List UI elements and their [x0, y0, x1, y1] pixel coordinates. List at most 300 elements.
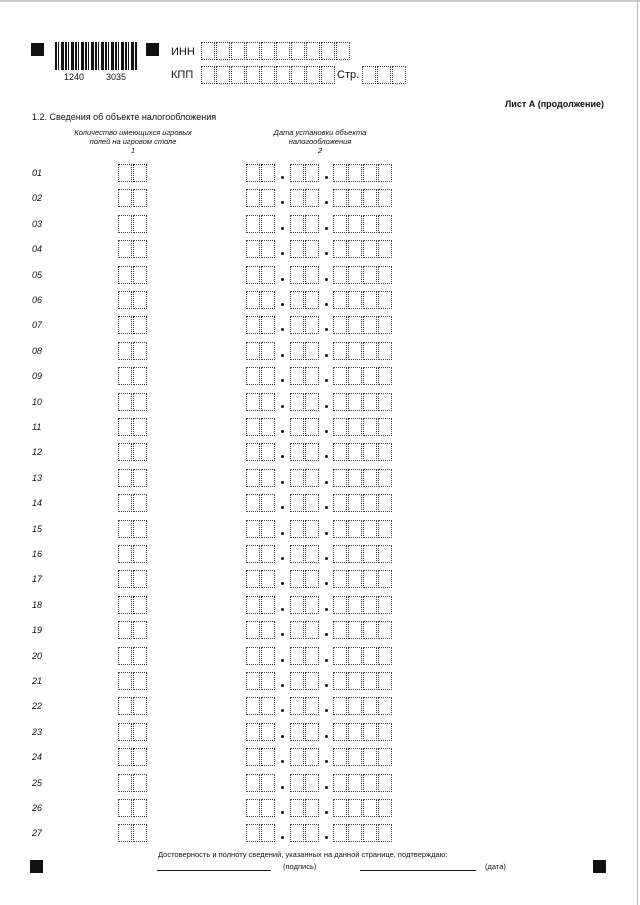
- game-fields-count[interactable]: [118, 672, 148, 690]
- install-date-year-cell[interactable]: [333, 570, 347, 588]
- install-date-year-cell[interactable]: [333, 520, 347, 538]
- install-date-year-cell[interactable]: [348, 748, 362, 766]
- install-date-month[interactable]: [290, 494, 320, 512]
- game-fields-count-cell[interactable]: [118, 164, 132, 182]
- install-date-year-cell[interactable]: [348, 545, 362, 563]
- install-date-month-cell[interactable]: [305, 164, 319, 182]
- install-date-month-cell[interactable]: [290, 824, 304, 842]
- install-date-year-cell[interactable]: [348, 520, 362, 538]
- install-date-year-cell[interactable]: [378, 520, 392, 538]
- install-date-month[interactable]: [290, 697, 320, 715]
- install-date-day-cell[interactable]: [246, 469, 260, 487]
- install-date-day-cell[interactable]: [246, 647, 260, 665]
- install-date-year-cell[interactable]: [348, 799, 362, 817]
- install-date-year-cell[interactable]: [348, 189, 362, 207]
- kpp-cell[interactable]: [306, 66, 320, 84]
- install-date-year-cell[interactable]: [378, 494, 392, 512]
- game-fields-count-cell[interactable]: [133, 774, 147, 792]
- install-date-year[interactable]: [333, 418, 393, 436]
- install-date-month-cell[interactable]: [305, 545, 319, 563]
- game-fields-count-cell[interactable]: [118, 240, 132, 258]
- game-fields-count-cell[interactable]: [118, 342, 132, 360]
- install-date-year-cell[interactable]: [333, 469, 347, 487]
- install-date-day[interactable]: [246, 520, 276, 538]
- install-date-day-cell[interactable]: [261, 596, 275, 614]
- game-fields-count-cell[interactable]: [118, 697, 132, 715]
- install-date-month-cell[interactable]: [305, 494, 319, 512]
- install-date-month[interactable]: [290, 748, 320, 766]
- game-fields-count-cell[interactable]: [133, 367, 147, 385]
- install-date-month-cell[interactable]: [305, 824, 319, 842]
- inn-cell[interactable]: [216, 42, 230, 60]
- date-line[interactable]: [360, 870, 476, 871]
- install-date-day-cell[interactable]: [246, 393, 260, 411]
- install-date-day-cell[interactable]: [246, 367, 260, 385]
- kpp-cell[interactable]: [231, 66, 245, 84]
- install-date-year-cell[interactable]: [348, 443, 362, 461]
- kpp-cell[interactable]: [261, 66, 275, 84]
- game-fields-count-cell[interactable]: [133, 189, 147, 207]
- install-date-year-cell[interactable]: [363, 443, 377, 461]
- install-date-year-cell[interactable]: [363, 774, 377, 792]
- install-date-year[interactable]: [333, 570, 393, 588]
- game-fields-count-cell[interactable]: [118, 469, 132, 487]
- install-date-year-cell[interactable]: [348, 316, 362, 334]
- install-date-year-cell[interactable]: [363, 393, 377, 411]
- install-date-month-cell[interactable]: [290, 672, 304, 690]
- install-date-year-cell[interactable]: [378, 672, 392, 690]
- install-date-year-cell[interactable]: [348, 240, 362, 258]
- install-date-year-cell[interactable]: [348, 291, 362, 309]
- install-date-year[interactable]: [333, 367, 393, 385]
- install-date-day-cell[interactable]: [261, 240, 275, 258]
- install-date-month-cell[interactable]: [305, 443, 319, 461]
- game-fields-count[interactable]: [118, 621, 148, 639]
- install-date-day-cell[interactable]: [261, 647, 275, 665]
- install-date-year-cell[interactable]: [378, 266, 392, 284]
- install-date-year-cell[interactable]: [378, 367, 392, 385]
- game-fields-count-cell[interactable]: [133, 545, 147, 563]
- install-date-year-cell[interactable]: [363, 266, 377, 284]
- game-fields-count-cell[interactable]: [118, 520, 132, 538]
- install-date-year-cell[interactable]: [363, 799, 377, 817]
- kpp-cell[interactable]: [216, 66, 230, 84]
- install-date-year-cell[interactable]: [363, 291, 377, 309]
- install-date-month[interactable]: [290, 240, 320, 258]
- game-fields-count-cell[interactable]: [133, 596, 147, 614]
- install-date-year-cell[interactable]: [333, 596, 347, 614]
- install-date-day-cell[interactable]: [246, 697, 260, 715]
- install-date-year-cell[interactable]: [378, 469, 392, 487]
- install-date-day-cell[interactable]: [261, 723, 275, 741]
- install-date-year-cell[interactable]: [363, 672, 377, 690]
- install-date-year[interactable]: [333, 215, 393, 233]
- install-date-month-cell[interactable]: [305, 291, 319, 309]
- install-date-month[interactable]: [290, 570, 320, 588]
- install-date-day[interactable]: [246, 494, 276, 512]
- game-fields-count-cell[interactable]: [133, 215, 147, 233]
- install-date-month-cell[interactable]: [305, 596, 319, 614]
- install-date-month[interactable]: [290, 393, 320, 411]
- install-date-year-cell[interactable]: [363, 723, 377, 741]
- install-date-day-cell[interactable]: [261, 570, 275, 588]
- install-date-day[interactable]: [246, 316, 276, 334]
- game-fields-count[interactable]: [118, 520, 148, 538]
- install-date-month[interactable]: [290, 647, 320, 665]
- install-date-year-cell[interactable]: [363, 469, 377, 487]
- install-date-year[interactable]: [333, 824, 393, 842]
- install-date-day-cell[interactable]: [246, 215, 260, 233]
- install-date-year[interactable]: [333, 393, 393, 411]
- install-date-month[interactable]: [290, 672, 320, 690]
- install-date-year-cell[interactable]: [348, 342, 362, 360]
- install-date-month[interactable]: [290, 520, 320, 538]
- install-date-day[interactable]: [246, 570, 276, 588]
- install-date-month-cell[interactable]: [305, 418, 319, 436]
- install-date-month-cell[interactable]: [290, 774, 304, 792]
- game-fields-count[interactable]: [118, 189, 148, 207]
- install-date-year-cell[interactable]: [333, 418, 347, 436]
- install-date-day-cell[interactable]: [246, 545, 260, 563]
- inn-cell[interactable]: [276, 42, 290, 60]
- install-date-year-cell[interactable]: [333, 774, 347, 792]
- install-date-day-cell[interactable]: [261, 697, 275, 715]
- install-date-year-cell[interactable]: [348, 393, 362, 411]
- install-date-day-cell[interactable]: [261, 520, 275, 538]
- game-fields-count-cell[interactable]: [133, 672, 147, 690]
- install-date-day-cell[interactable]: [261, 469, 275, 487]
- install-date-day-cell[interactable]: [261, 393, 275, 411]
- game-fields-count-cell[interactable]: [118, 647, 132, 665]
- install-date-year[interactable]: [333, 291, 393, 309]
- install-date-month-cell[interactable]: [305, 570, 319, 588]
- kpp-cell[interactable]: [321, 66, 335, 84]
- install-date-year-cell[interactable]: [348, 494, 362, 512]
- install-date-year-cell[interactable]: [348, 672, 362, 690]
- game-fields-count-cell[interactable]: [118, 367, 132, 385]
- install-date-year-cell[interactable]: [348, 621, 362, 639]
- game-fields-count-cell[interactable]: [133, 443, 147, 461]
- install-date-year-cell[interactable]: [378, 647, 392, 665]
- game-fields-count-cell[interactable]: [133, 266, 147, 284]
- install-date-year-cell[interactable]: [333, 393, 347, 411]
- game-fields-count[interactable]: [118, 469, 148, 487]
- game-fields-count[interactable]: [118, 266, 148, 284]
- install-date-year[interactable]: [333, 494, 393, 512]
- game-fields-count[interactable]: [118, 367, 148, 385]
- install-date-day-cell[interactable]: [261, 316, 275, 334]
- install-date-day[interactable]: [246, 621, 276, 639]
- install-date-year[interactable]: [333, 164, 393, 182]
- install-date-day-cell[interactable]: [261, 266, 275, 284]
- install-date-day[interactable]: [246, 240, 276, 258]
- install-date-day-cell[interactable]: [246, 774, 260, 792]
- game-fields-count[interactable]: [118, 342, 148, 360]
- install-date-year-cell[interactable]: [378, 621, 392, 639]
- game-fields-count-cell[interactable]: [133, 520, 147, 538]
- install-date-day[interactable]: [246, 215, 276, 233]
- game-fields-count-cell[interactable]: [118, 570, 132, 588]
- install-date-year-cell[interactable]: [363, 570, 377, 588]
- install-date-day[interactable]: [246, 393, 276, 411]
- install-date-month-cell[interactable]: [305, 723, 319, 741]
- install-date-year-cell[interactable]: [348, 647, 362, 665]
- install-date-day[interactable]: [246, 697, 276, 715]
- install-date-year-cell[interactable]: [333, 545, 347, 563]
- install-date-year-cell[interactable]: [363, 647, 377, 665]
- install-date-month-cell[interactable]: [305, 240, 319, 258]
- install-date-day[interactable]: [246, 469, 276, 487]
- game-fields-count[interactable]: [118, 494, 148, 512]
- install-date-day-cell[interactable]: [246, 240, 260, 258]
- game-fields-count[interactable]: [118, 545, 148, 563]
- install-date-year[interactable]: [333, 774, 393, 792]
- install-date-year-cell[interactable]: [378, 443, 392, 461]
- install-date-year-cell[interactable]: [363, 189, 377, 207]
- install-date-month[interactable]: [290, 723, 320, 741]
- install-date-day-cell[interactable]: [261, 748, 275, 766]
- game-fields-count[interactable]: [118, 799, 148, 817]
- install-date-year-cell[interactable]: [378, 240, 392, 258]
- game-fields-count-cell[interactable]: [118, 215, 132, 233]
- install-date-month-cell[interactable]: [305, 469, 319, 487]
- inn-cell[interactable]: [336, 42, 350, 60]
- install-date-year-cell[interactable]: [363, 240, 377, 258]
- game-fields-count-cell[interactable]: [118, 418, 132, 436]
- install-date-day-cell[interactable]: [246, 494, 260, 512]
- install-date-day-cell[interactable]: [261, 774, 275, 792]
- install-date-year-cell[interactable]: [348, 570, 362, 588]
- game-fields-count-cell[interactable]: [133, 621, 147, 639]
- game-fields-count[interactable]: [118, 647, 148, 665]
- install-date-day-cell[interactable]: [246, 291, 260, 309]
- install-date-day[interactable]: [246, 647, 276, 665]
- install-date-month-cell[interactable]: [290, 240, 304, 258]
- game-fields-count-cell[interactable]: [133, 748, 147, 766]
- install-date-day[interactable]: [246, 266, 276, 284]
- install-date-year[interactable]: [333, 316, 393, 334]
- install-date-month-cell[interactable]: [290, 367, 304, 385]
- game-fields-count-cell[interactable]: [133, 469, 147, 487]
- game-fields-count-cell[interactable]: [118, 266, 132, 284]
- install-date-month-cell[interactable]: [305, 367, 319, 385]
- game-fields-count-cell[interactable]: [118, 672, 132, 690]
- install-date-year-cell[interactable]: [378, 824, 392, 842]
- install-date-month[interactable]: [290, 774, 320, 792]
- inn-field[interactable]: [201, 42, 351, 60]
- page-number-field[interactable]: [362, 66, 407, 84]
- install-date-year-cell[interactable]: [378, 189, 392, 207]
- install-date-year-cell[interactable]: [333, 164, 347, 182]
- game-fields-count-cell[interactable]: [118, 494, 132, 512]
- install-date-year-cell[interactable]: [363, 316, 377, 334]
- install-date-year-cell[interactable]: [378, 316, 392, 334]
- game-fields-count[interactable]: [118, 316, 148, 334]
- install-date-month[interactable]: [290, 469, 320, 487]
- install-date-month[interactable]: [290, 164, 320, 182]
- install-date-day[interactable]: [246, 164, 276, 182]
- install-date-month-cell[interactable]: [290, 545, 304, 563]
- install-date-day-cell[interactable]: [246, 596, 260, 614]
- install-date-year-cell[interactable]: [363, 418, 377, 436]
- install-date-day-cell[interactable]: [261, 291, 275, 309]
- install-date-day-cell[interactable]: [261, 164, 275, 182]
- page-cell[interactable]: [362, 66, 376, 84]
- install-date-year-cell[interactable]: [333, 240, 347, 258]
- install-date-day[interactable]: [246, 774, 276, 792]
- install-date-month-cell[interactable]: [290, 697, 304, 715]
- install-date-month-cell[interactable]: [290, 342, 304, 360]
- kpp-cell[interactable]: [201, 66, 215, 84]
- install-date-month[interactable]: [290, 418, 320, 436]
- install-date-year-cell[interactable]: [363, 494, 377, 512]
- install-date-month-cell[interactable]: [305, 189, 319, 207]
- install-date-year-cell[interactable]: [333, 215, 347, 233]
- install-date-month-cell[interactable]: [305, 774, 319, 792]
- game-fields-count-cell[interactable]: [118, 545, 132, 563]
- install-date-year-cell[interactable]: [333, 443, 347, 461]
- install-date-year-cell[interactable]: [363, 697, 377, 715]
- install-date-day-cell[interactable]: [246, 824, 260, 842]
- install-date-month-cell[interactable]: [290, 621, 304, 639]
- install-date-day-cell[interactable]: [246, 748, 260, 766]
- install-date-month[interactable]: [290, 545, 320, 563]
- install-date-month-cell[interactable]: [305, 697, 319, 715]
- install-date-year-cell[interactable]: [333, 494, 347, 512]
- install-date-year-cell[interactable]: [378, 596, 392, 614]
- install-date-month-cell[interactable]: [290, 316, 304, 334]
- install-date-month-cell[interactable]: [305, 316, 319, 334]
- install-date-day-cell[interactable]: [246, 342, 260, 360]
- game-fields-count[interactable]: [118, 774, 148, 792]
- install-date-year-cell[interactable]: [333, 748, 347, 766]
- install-date-month-cell[interactable]: [305, 672, 319, 690]
- kpp-cell[interactable]: [276, 66, 290, 84]
- install-date-month[interactable]: [290, 189, 320, 207]
- install-date-day[interactable]: [246, 189, 276, 207]
- install-date-year-cell[interactable]: [333, 266, 347, 284]
- install-date-year[interactable]: [333, 189, 393, 207]
- install-date-year-cell[interactable]: [333, 697, 347, 715]
- install-date-year-cell[interactable]: [333, 367, 347, 385]
- install-date-year-cell[interactable]: [378, 393, 392, 411]
- install-date-month-cell[interactable]: [290, 418, 304, 436]
- install-date-day-cell[interactable]: [246, 621, 260, 639]
- install-date-year-cell[interactable]: [348, 697, 362, 715]
- install-date-year-cell[interactable]: [378, 418, 392, 436]
- install-date-day-cell[interactable]: [261, 824, 275, 842]
- install-date-month-cell[interactable]: [290, 494, 304, 512]
- install-date-day-cell[interactable]: [261, 494, 275, 512]
- install-date-year-cell[interactable]: [333, 342, 347, 360]
- game-fields-count-cell[interactable]: [133, 164, 147, 182]
- install-date-day-cell[interactable]: [246, 266, 260, 284]
- game-fields-count[interactable]: [118, 418, 148, 436]
- install-date-month-cell[interactable]: [290, 469, 304, 487]
- game-fields-count[interactable]: [118, 596, 148, 614]
- game-fields-count-cell[interactable]: [118, 316, 132, 334]
- game-fields-count[interactable]: [118, 215, 148, 233]
- install-date-month-cell[interactable]: [305, 393, 319, 411]
- install-date-day[interactable]: [246, 367, 276, 385]
- game-fields-count-cell[interactable]: [133, 342, 147, 360]
- game-fields-count-cell[interactable]: [133, 799, 147, 817]
- install-date-day-cell[interactable]: [261, 367, 275, 385]
- game-fields-count-cell[interactable]: [118, 774, 132, 792]
- install-date-month-cell[interactable]: [290, 291, 304, 309]
- install-date-day[interactable]: [246, 824, 276, 842]
- install-date-year[interactable]: [333, 545, 393, 563]
- install-date-year-cell[interactable]: [363, 596, 377, 614]
- install-date-year[interactable]: [333, 266, 393, 284]
- install-date-day-cell[interactable]: [261, 418, 275, 436]
- game-fields-count-cell[interactable]: [118, 723, 132, 741]
- install-date-year[interactable]: [333, 240, 393, 258]
- game-fields-count-cell[interactable]: [133, 494, 147, 512]
- install-date-month[interactable]: [290, 596, 320, 614]
- install-date-year[interactable]: [333, 342, 393, 360]
- install-date-month-cell[interactable]: [305, 215, 319, 233]
- game-fields-count-cell[interactable]: [133, 570, 147, 588]
- install-date-year[interactable]: [333, 469, 393, 487]
- inn-cell[interactable]: [246, 42, 260, 60]
- install-date-day-cell[interactable]: [246, 723, 260, 741]
- install-date-day[interactable]: [246, 672, 276, 690]
- kpp-cell[interactable]: [246, 66, 260, 84]
- install-date-day[interactable]: [246, 418, 276, 436]
- install-date-month-cell[interactable]: [290, 443, 304, 461]
- game-fields-count[interactable]: [118, 291, 148, 309]
- install-date-year-cell[interactable]: [378, 799, 392, 817]
- install-date-day-cell[interactable]: [246, 316, 260, 334]
- install-date-month-cell[interactable]: [290, 189, 304, 207]
- install-date-year-cell[interactable]: [348, 418, 362, 436]
- install-date-year-cell[interactable]: [378, 164, 392, 182]
- game-fields-count-cell[interactable]: [118, 799, 132, 817]
- game-fields-count-cell[interactable]: [133, 723, 147, 741]
- install-date-year-cell[interactable]: [333, 316, 347, 334]
- install-date-month-cell[interactable]: [290, 596, 304, 614]
- inn-cell[interactable]: [261, 42, 275, 60]
- install-date-year-cell[interactable]: [333, 824, 347, 842]
- install-date-year-cell[interactable]: [348, 164, 362, 182]
- game-fields-count-cell[interactable]: [118, 291, 132, 309]
- install-date-year-cell[interactable]: [348, 824, 362, 842]
- install-date-day[interactable]: [246, 342, 276, 360]
- install-date-day-cell[interactable]: [246, 443, 260, 461]
- install-date-year[interactable]: [333, 799, 393, 817]
- install-date-year-cell[interactable]: [363, 520, 377, 538]
- install-date-month-cell[interactable]: [290, 748, 304, 766]
- page-cell[interactable]: [377, 66, 391, 84]
- install-date-year[interactable]: [333, 647, 393, 665]
- game-fields-count[interactable]: [118, 443, 148, 461]
- install-date-year-cell[interactable]: [348, 266, 362, 284]
- install-date-month-cell[interactable]: [305, 266, 319, 284]
- install-date-year-cell[interactable]: [348, 723, 362, 741]
- game-fields-count-cell[interactable]: [133, 316, 147, 334]
- install-date-year-cell[interactable]: [333, 799, 347, 817]
- install-date-year-cell[interactable]: [333, 672, 347, 690]
- install-date-day-cell[interactable]: [261, 342, 275, 360]
- install-date-year-cell[interactable]: [333, 621, 347, 639]
- install-date-month[interactable]: [290, 621, 320, 639]
- install-date-month-cell[interactable]: [290, 266, 304, 284]
- install-date-year-cell[interactable]: [363, 748, 377, 766]
- install-date-year-cell[interactable]: [363, 824, 377, 842]
- game-fields-count-cell[interactable]: [118, 621, 132, 639]
- install-date-year[interactable]: [333, 723, 393, 741]
